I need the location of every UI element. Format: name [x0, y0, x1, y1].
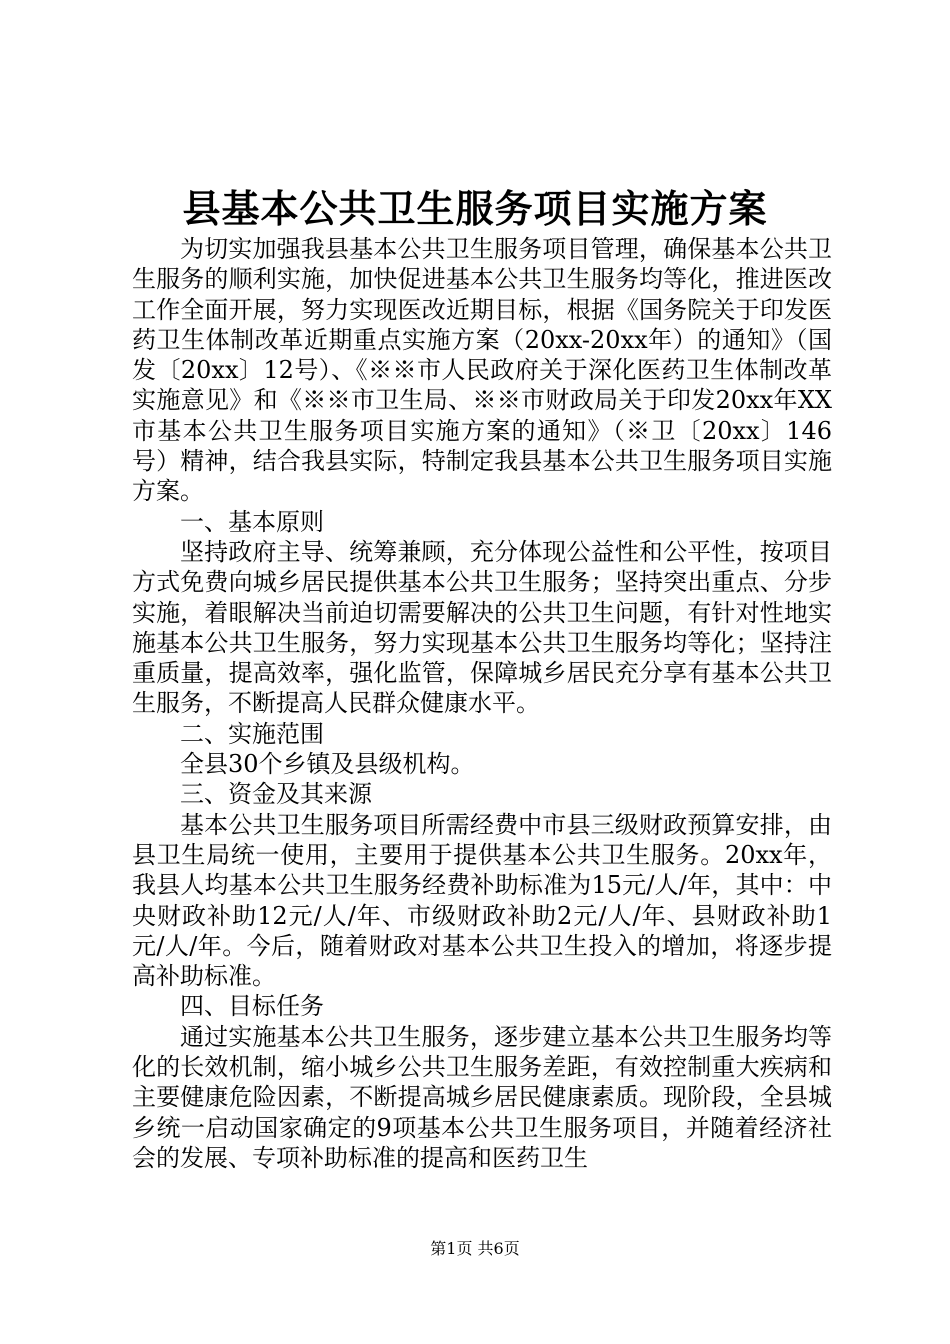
- section-heading-goals: 四、目标任务: [180, 992, 324, 1021]
- page-footer: 第1页 共6页: [430, 1239, 520, 1258]
- section-heading-funding: 三、资金及其来源: [180, 780, 372, 809]
- funding-paragraph: 基本公共卫生服务项目所需经费中市县三级财政预算安排，由县卫生局统一使用，主要用于提供基本公共卫生服务。20xx年，我县人均基本公共卫生服务经费补助标准为15元/人/年，其中：中央财政补助12元/人/年、市级财政补助2元/人/年、县财政补助1元/人/年。今后，随着财政对基本公共卫生投入的增加，将逐步提高补助标准。: [132, 810, 832, 991]
- scope-paragraph: 全县30个乡镇及县级机构。: [180, 750, 475, 779]
- goals-paragraph: 通过实施基本公共卫生服务，逐步建立基本公共卫生服务均等化的长效机制，缩小城乡公共卫生服务差距，有效控制重大疾病和主要健康危险因素，不断提高城乡居民健康素质。现阶段，全县城乡统一启动国家确定的9项基本公共卫生服务项目，并随着经济社会的发展、专项补助标准的提高和医药卫生: [132, 1022, 832, 1172]
- intro-paragraph: 为切实加强我县基本公共卫生服务项目管理，确保基本公共卫生服务的顺利实施，加快促进基本公共卫生服务均等化，推进医改工作全面开展，努力实现医改近期目标，根据《国务院关于印发医药卫生体制改革近期重点实施方案（20xx-20xx年）的通知》（国发〔20xx〕12号）、《※※市人民政府关于深化医药卫生体制改革实施意见》和《※※市卫生局、※※市财政局关于印发20xx年XX市基本公共卫生服务项目实施方案的通知》（※卫〔20xx〕146号）精神，结合我县实际，特制定我县基本公共卫生服务项目实施方案。: [132, 235, 832, 506]
- section-heading-scope: 二、实施范围: [180, 719, 324, 748]
- section-heading-principles: 一、基本原则: [180, 507, 324, 536]
- principles-paragraph: 坚持政府主导、统筹兼顾，充分体现公益性和公平性，按项目方式免费向城乡居民提供基本公共卫生服务；坚持突出重点、分步实施，着眼解决当前迫切需要解决的公共卫生问题，有针对性地实施基本公共卫生服务，努力实现基本公共卫生服务均等化；坚持注重质量，提高效率，强化监管，保障城乡居民充分享有基本公共卫生服务，不断提高人民群众健康水平。: [132, 537, 832, 718]
- document-body: [132, 234, 832, 1173]
- document-title: 县基本公共卫生服务项目实施方案: [182, 186, 768, 231]
